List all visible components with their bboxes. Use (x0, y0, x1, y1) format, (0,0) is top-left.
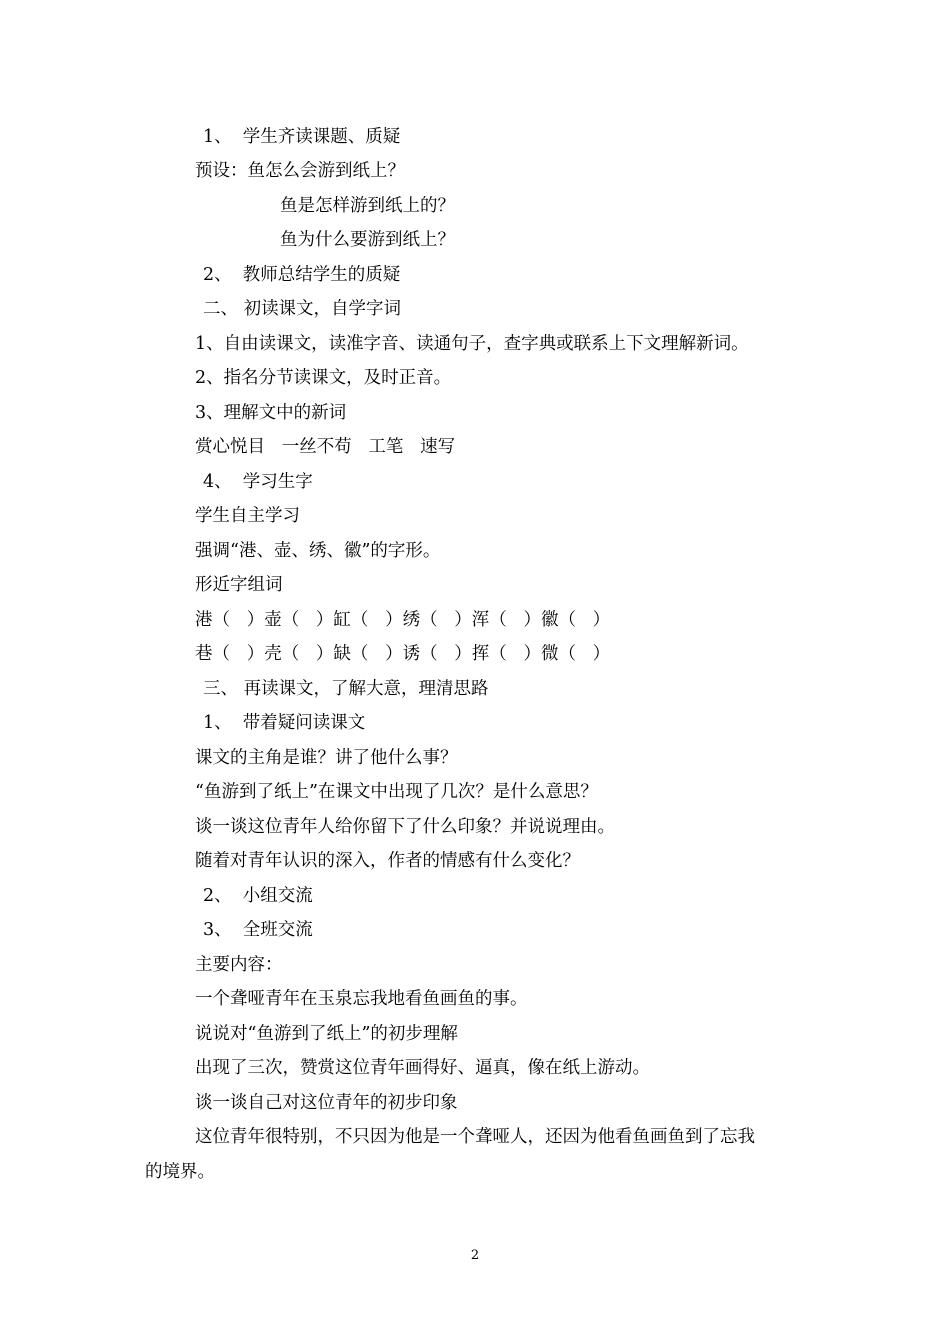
text-line-6: 二、 初读课文，自学字词 (203, 299, 402, 319)
text-line-18: 1、 带着疑问读课文 (203, 713, 366, 733)
text-line-8: 2、指名分节读课文，及时正音。 (195, 368, 452, 388)
text-line-29: 谈一谈自己对这位青年的初步印象 (195, 1093, 458, 1113)
text-line-4: 鱼为什么要游到纸上？ (280, 230, 455, 250)
text-line-14: 形近字组词 (195, 575, 283, 595)
text-line-2: 预设：鱼怎么会游到纸上？ (195, 161, 405, 181)
text-line-16: 巷（ ）壳（ ）缺（ ）诱（ ）挥（ ）微（ ） (195, 644, 611, 664)
text-line-27: 说说对“鱼游到了纸上”的初步理解 (195, 1024, 458, 1044)
text-line-25: 主要内容： (195, 955, 283, 975)
text-line-24: 3、 全班交流 (203, 920, 313, 940)
text-line-30: 这位青年很特别，不只因为他是一个聋哑人，还因为他看鱼画鱼到了忘我 (195, 1127, 755, 1147)
text-line-23: 2、 小组交流 (203, 886, 313, 906)
text-line-20: “鱼游到了纸上”在课文中出现了几次？是什么意思？ (195, 782, 598, 802)
text-line-21: 谈一谈这位青年人给你留下了什么印象？并说说理由。 (195, 817, 615, 837)
text-line-13: 强调“港、壶、绣、徽”的字形。 (195, 541, 441, 561)
text-line-17: 三、 再读课文，了解大意，理清思路 (203, 679, 489, 699)
text-line-10: 赏心悦目 一丝不苟 工笔 速写 (195, 437, 456, 457)
text-line-12: 学生自主学习 (195, 506, 300, 526)
text-line-5: 2、 教师总结学生的质疑 (203, 265, 401, 285)
text-line-28: 出现了三次，赞赏这位青年画得好、逼真，像在纸上游动。 (195, 1058, 650, 1078)
text-line-15: 港（ ）壶（ ）缸（ ）绣（ ）浑（ ）徽（ ） (195, 610, 611, 630)
text-line-11: 4、 学习生字 (203, 472, 313, 492)
text-line-1: 1、 学生齐读课题、质疑 (203, 127, 401, 147)
page-number: 2 (470, 1248, 480, 1263)
text-line-9: 3、理解文中的新词 (195, 403, 347, 423)
text-line-31: 的境界。 (145, 1162, 215, 1182)
text-line-3: 鱼是怎样游到纸上的？ (280, 196, 455, 216)
text-line-7: 1、自由读课文，读准字音、读通句子，查字典或联系上下文理解新词。 (195, 334, 749, 354)
text-line-19: 课文的主角是谁？讲了他什么事？ (195, 748, 458, 768)
text-line-26: 一个聋哑青年在玉泉忘我地看鱼画鱼的事。 (195, 989, 528, 1009)
text-line-22: 随着对青年认识的深入，作者的情感有什么变化？ (195, 851, 580, 871)
